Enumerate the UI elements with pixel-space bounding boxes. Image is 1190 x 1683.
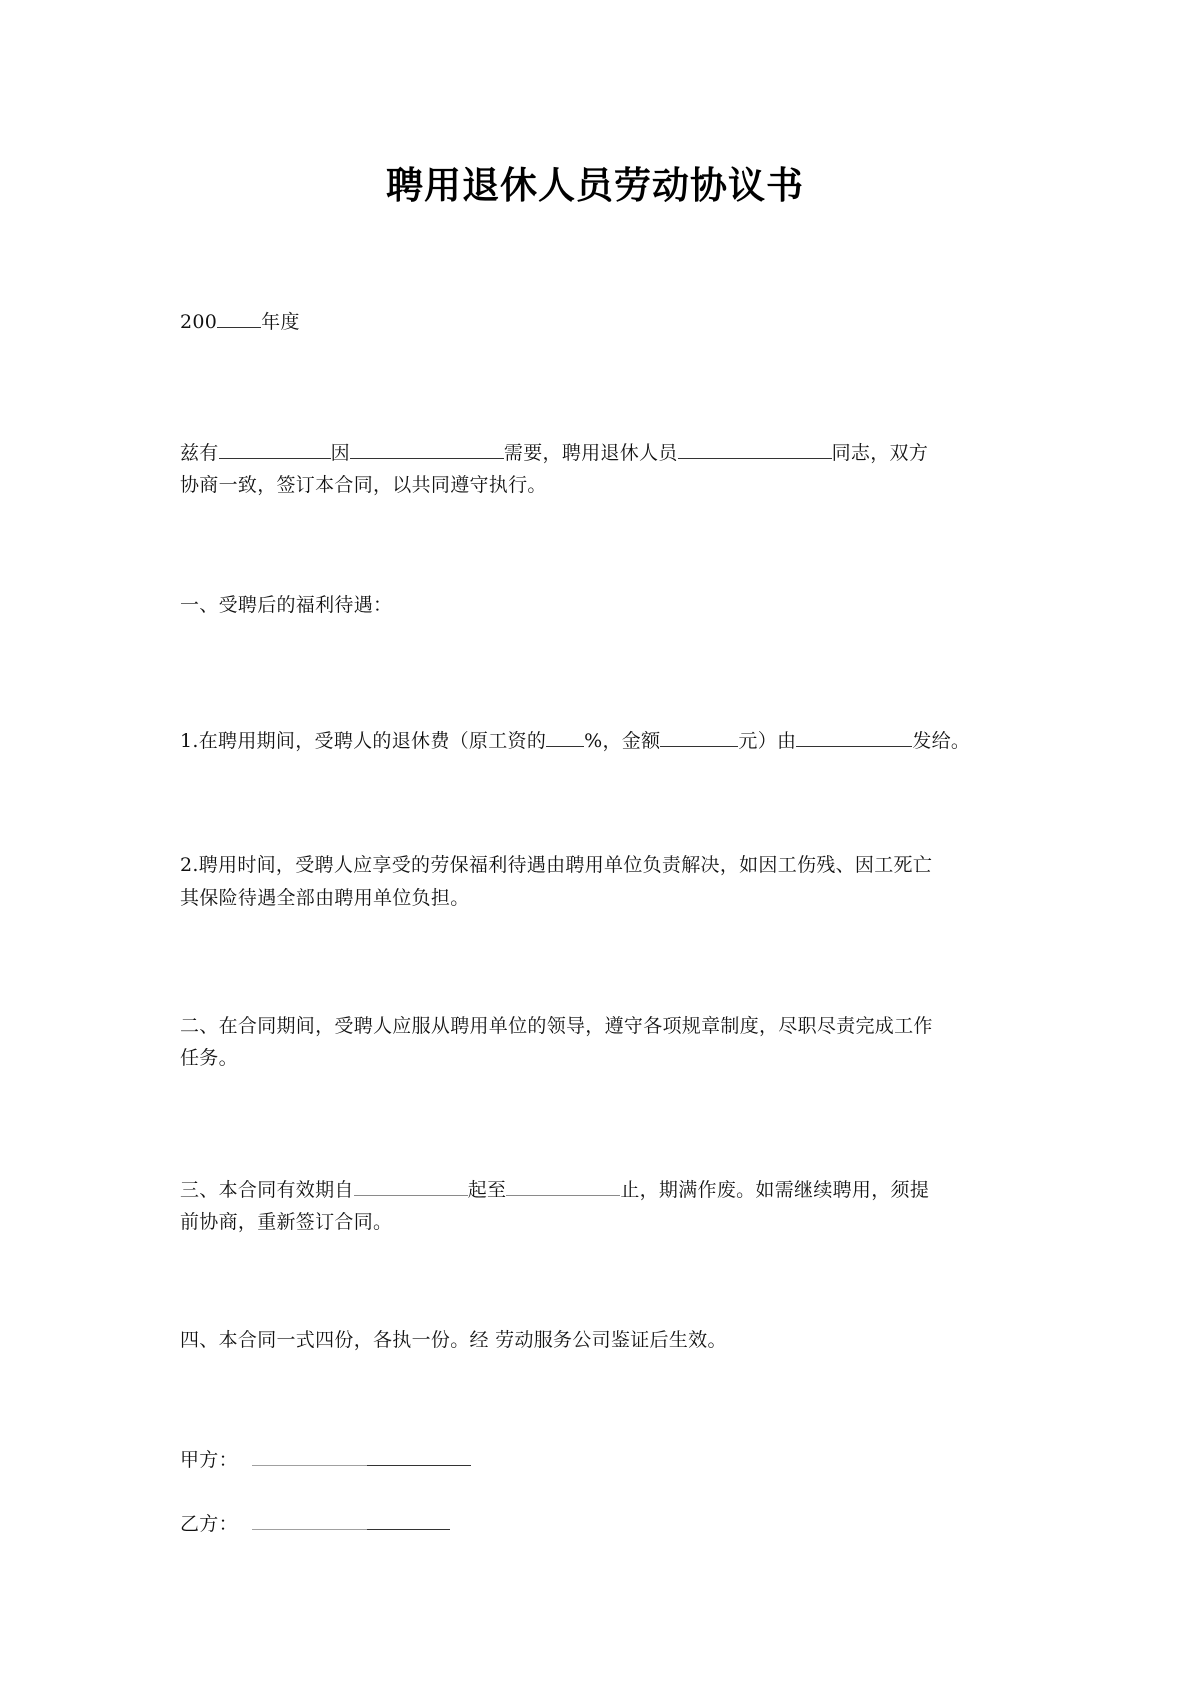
employer-blank[interactable] xyxy=(219,440,331,459)
section1-item1 xyxy=(180,725,1030,757)
document-title: 聘用退休人员劳动协议书 xyxy=(386,164,804,207)
section3-line2: 前协商，重新签订合同。 xyxy=(180,1211,393,1233)
party-a-label: 甲方： xyxy=(180,1449,238,1471)
section1-item2-line1: 2.聘用时间，受聘人应享受的劳保福利待遇由聘用单位负责解决，如因工伤残、因工死亡 xyxy=(180,854,933,876)
intro-line-2: 协商一致，签订本合同，以共同遵守执行。 xyxy=(180,474,547,496)
party-b-label: 乙方： xyxy=(180,1513,238,1535)
end-date-blank[interactable] xyxy=(506,1177,620,1196)
section2-line2: 任务。 xyxy=(180,1047,238,1069)
item1-text-3: 元）由 xyxy=(738,730,797,752)
section3-text-1: 三、本合同有效期自 xyxy=(180,1179,354,1201)
item1-text-4: 发给。 xyxy=(912,730,971,752)
reason-blank[interactable] xyxy=(350,440,504,459)
year-blank[interactable] xyxy=(217,309,261,328)
percent-blank[interactable] xyxy=(546,728,584,747)
year-prefix: 200 xyxy=(180,311,218,333)
intro-text-2: 因 xyxy=(330,442,350,464)
amount-blank[interactable] xyxy=(660,728,738,747)
section1-item2-line2: 其保险待遇全部由聘用单位负担。 xyxy=(180,887,470,909)
party-b-signature-blank[interactable] xyxy=(252,1508,450,1526)
party-a-signature xyxy=(180,1444,1030,1476)
item1-text-2: %，金额 xyxy=(584,730,661,752)
section1-heading: 一、受聘后的福利待遇： xyxy=(180,594,393,616)
intro-text-3: 需要，聘用退休人员 xyxy=(503,442,678,464)
section3-text-3: 止，期满作废。如需继续聘用，须提 xyxy=(620,1179,930,1201)
party-a-signature-blank[interactable] xyxy=(252,1444,471,1462)
intro-text-1: 兹有 xyxy=(180,442,219,464)
party-b-signature xyxy=(180,1508,1030,1540)
start-date-blank[interactable] xyxy=(354,1177,468,1196)
item1-text-1: 1.在聘用期间，受聘人的退休费（原工资的 xyxy=(180,730,547,752)
section3-text-2: 起至 xyxy=(467,1179,507,1201)
retiree-name-blank[interactable] xyxy=(678,440,832,459)
intro-text-4: 同志，双方 xyxy=(831,442,929,464)
section3-line1 xyxy=(180,1174,1030,1206)
year-suffix: 年度 xyxy=(261,311,300,333)
section2-line1: 二、在合同期间，受聘人应服从聘用单位的领导，遵守各项规章制度，尽职尽责完成工作 xyxy=(180,1015,933,1037)
section4-line1: 四、本合同一式四份，各执一份。经 劳动服务公司鉴证后生效。 xyxy=(180,1329,727,1351)
payer-blank[interactable] xyxy=(796,728,912,747)
year-line xyxy=(180,306,1030,338)
intro-line-1 xyxy=(180,437,1030,469)
